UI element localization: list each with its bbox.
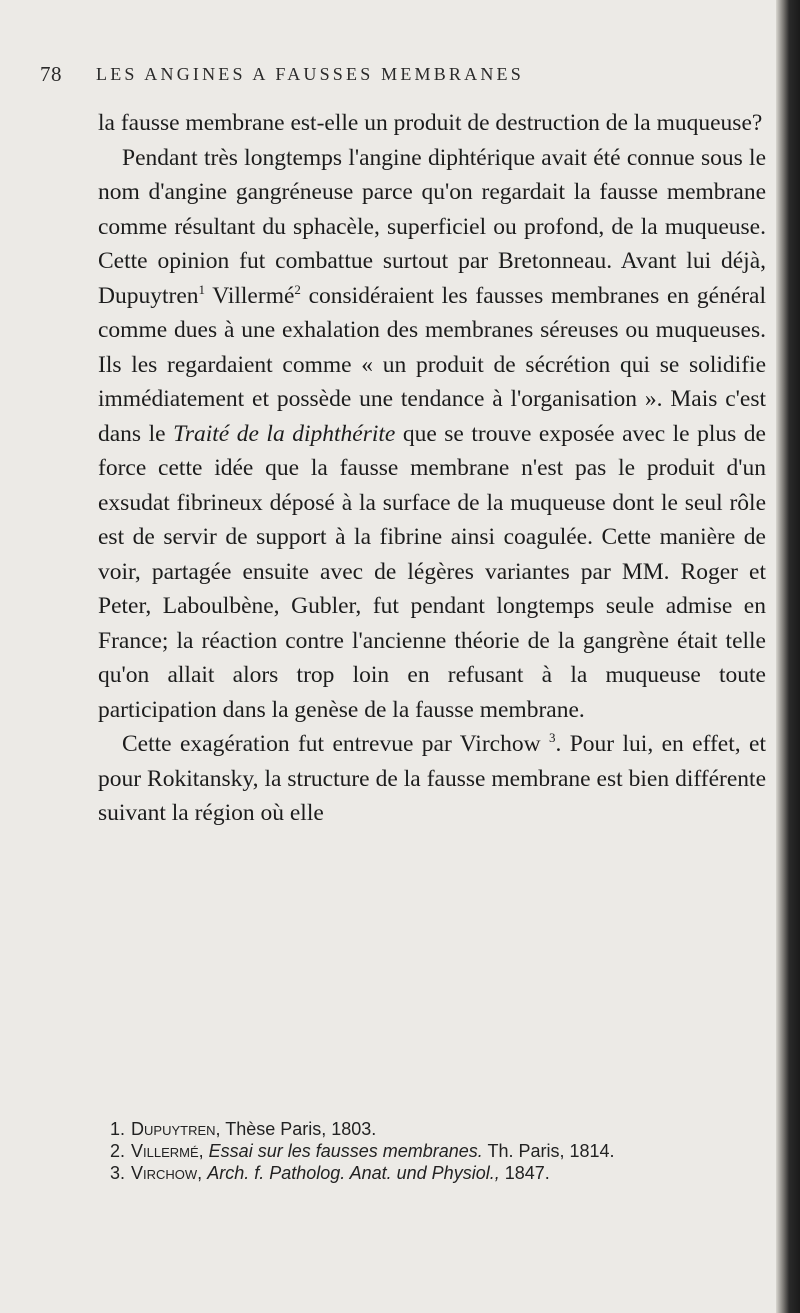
paragraph-2-text-a: Pendant très longtemps l'angine diphtérique avait été connue sous le nom d'angine gangréneuse parce qu'on regardait la fausse membrane comme résultant du sphacèle, superficiel ou profond, de la muqueuse. Cette opinion fut combattue surtout par Bretonneau. Avant lui déjà, Dupuytren — [98, 144, 766, 309]
footnote-number: 2. — [110, 1141, 126, 1161]
body-text — [98, 106, 766, 831]
footnote-ref-1: 1 — [198, 281, 206, 297]
footnote-rest: Th. Paris, 1814. — [482, 1141, 615, 1161]
footnote-rest: 1847. — [499, 1163, 550, 1183]
footnote-ref-2: 2 — [294, 281, 301, 297]
page-edge-shadow — [776, 0, 800, 1313]
page-header — [40, 62, 760, 92]
paragraph-3 — [98, 727, 766, 831]
paragraph-1: la fausse membrane est-elle un produit de destruction de la muqueuse? — [98, 110, 763, 136]
paragraph-2-text-d: que se trouve exposée avec le plus de force cette idée que la fausse membrane n'est pas le produit d'un exsudat fibrineux déposé à la surface de la muqueuse dont le seul rôle est de servir de support à la fibrine ainsi coagulée. Cette manière de voir, partagée ensuite avec de légères variantes par MM. Roger et Peter, Laboulbène, Gubler, fut pendant longtemps seule admise en France; la réaction contre l'ancienne théorie de la gangrène était telle qu'on allait alors trop loin en refusant à la muqueuse toute participation dans la genèse de la fausse membrane. — [98, 420, 766, 723]
footnote-1 — [110, 1118, 760, 1140]
paragraph-3-text-b: . Pour lui, en effet, et pour Rokitansky, la structure de la fausse membrane est bien différente suivant la région où elle — [98, 731, 766, 826]
footnote-work: Essai sur les fausses membranes. — [208, 1141, 483, 1161]
footnote-rest: Thèse Paris, 1803. — [220, 1119, 377, 1139]
paragraph-3-text-a: Cette exagération fut entrevue par Virchow — [122, 731, 549, 757]
footnote-author: Virchow, — [131, 1163, 203, 1183]
paragraph-2 — [98, 141, 766, 728]
footnote-work: Arch. f. Patholog. Anat. und Physiol., — [207, 1163, 500, 1183]
running-head: LES ANGINES A FAUSSES MEMBRANES — [96, 64, 524, 84]
footnote-number: 3. — [110, 1163, 126, 1183]
book-title-italic: Traité de la diphthérite — [173, 420, 396, 447]
paragraph-2-text-b: Villermé — [205, 282, 295, 309]
footnotes — [110, 1118, 760, 1184]
footnote-2 — [110, 1140, 760, 1162]
footnote-3 — [110, 1162, 760, 1184]
footnote-ref-3: 3 — [548, 730, 556, 746]
page-number: 78 — [40, 62, 62, 86]
footnote-author: Dupuytren, — [131, 1119, 221, 1139]
paragraph-2-text-c: considéraient les fausses membranes en général comme dues à une exhalation des membranes séreuses ou muqueuses. Ils les regardaient comme « un produit de sécrétion qui se solidifie immédiatement et possède une tendance à l'organisation ». Mais c'est dans le — [98, 282, 766, 447]
footnote-author: Villermé, — [131, 1141, 204, 1161]
footnote-number: 1. — [110, 1119, 126, 1139]
